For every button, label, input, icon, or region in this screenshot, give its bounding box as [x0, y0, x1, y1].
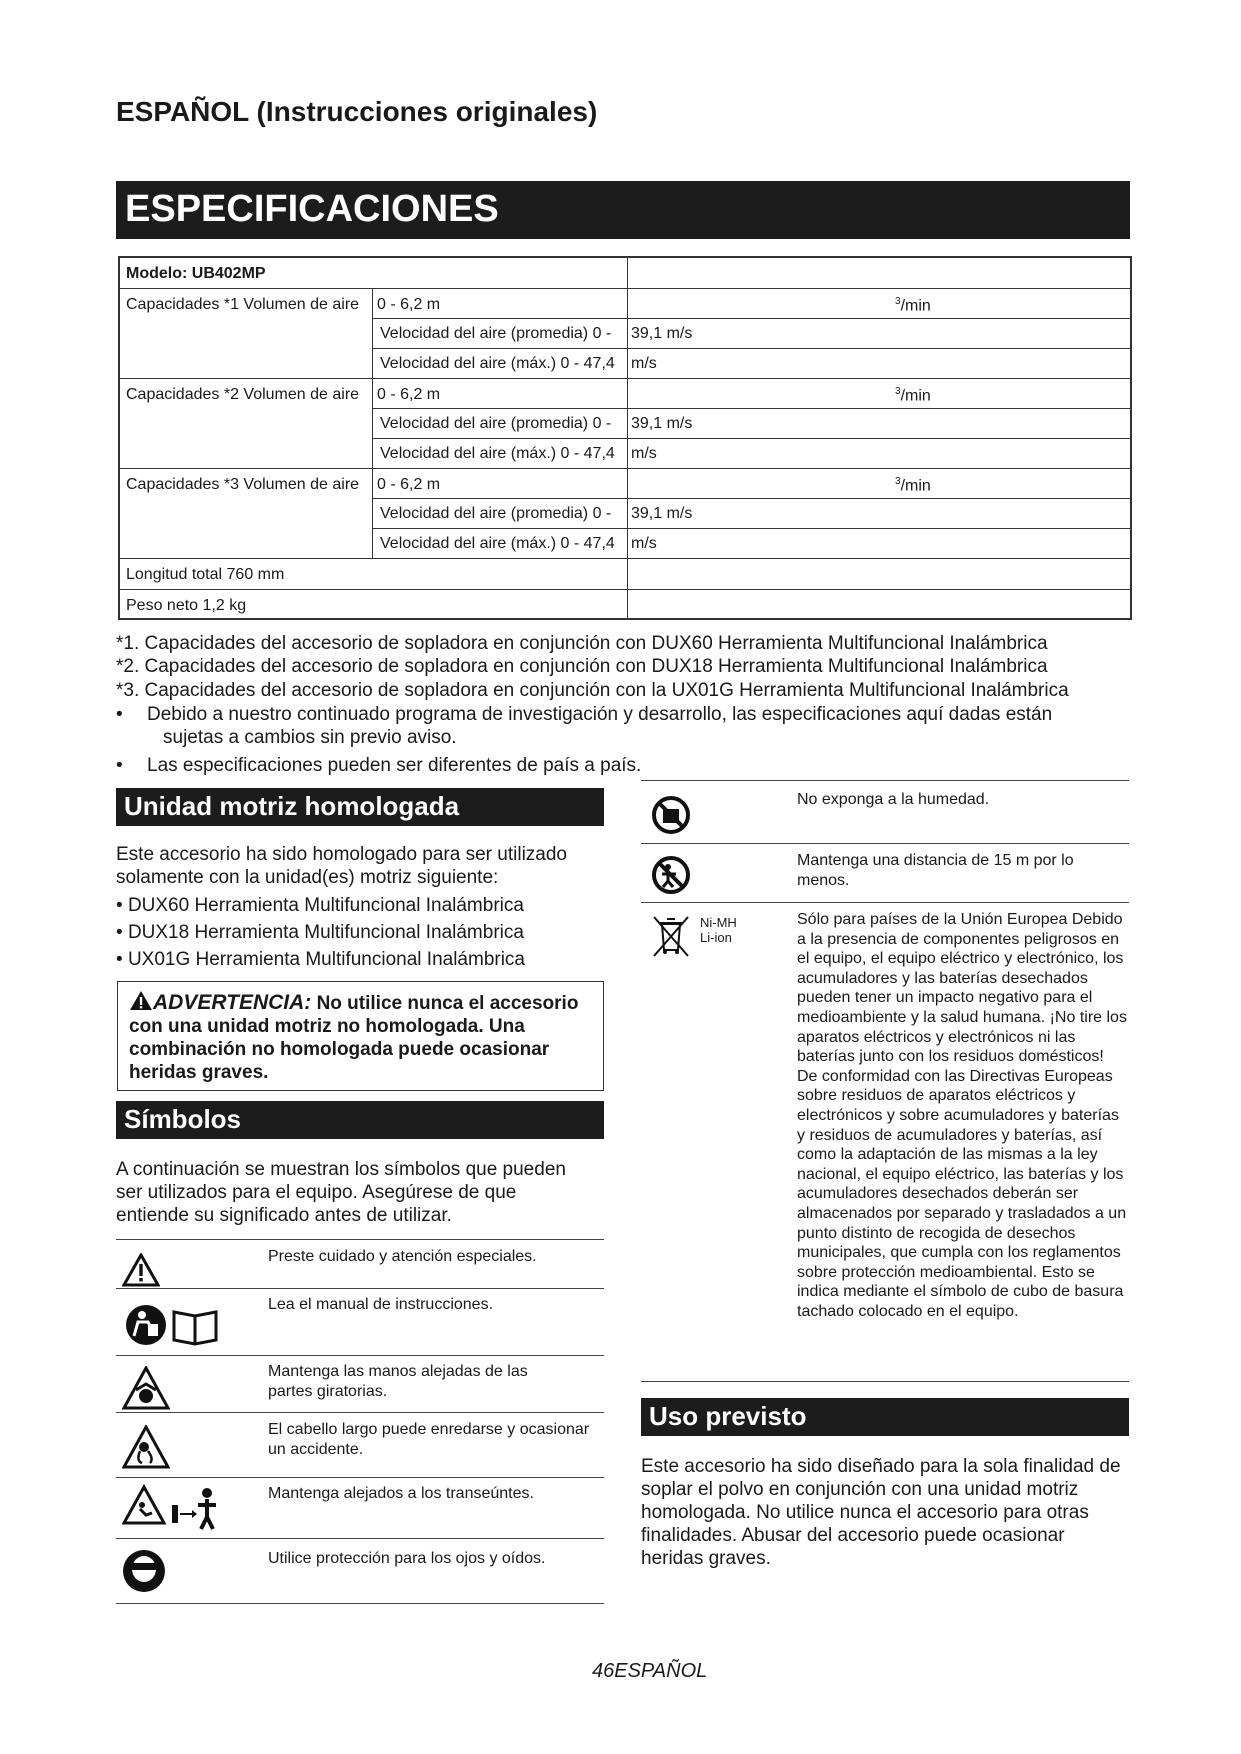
symbol-caution-text: Preste cuidado y atención especiales. [268, 1248, 537, 1265]
capacity-1-max-value: m/s [631, 355, 657, 372]
specifications-table [118, 256, 1132, 620]
capacity-1-avg-label: Velocidad del aire (promedia) 0 - [380, 325, 612, 342]
page-number: 46ESPAÑOL [592, 1660, 708, 1682]
capacity-3-volume: 0 - 6,2 m [377, 476, 441, 493]
capacity-1-volume: 0 - 6,2 m [377, 296, 441, 313]
power-unit-list [116, 894, 525, 975]
warning-text: No utilice nunca el accesorio con una unidad motriz no homologada. Una combinación no homologada puede ocasionar heridas graves. [129, 993, 579, 1083]
language-title: ESPAÑOL (Instrucciones originales) [116, 96, 598, 127]
note-bullet-1-line2: sujetas a cambios sin previo aviso. [163, 727, 457, 748]
footnote-3: *3. Capacidades del accesorio de sopladora en conjunción con la UX01G Herramienta Multifuncional Inalámbrica [116, 680, 1069, 701]
power-unit-intro: Este accesorio ha sido homologado para ser utilizado solamente con la unidad(es) motriz siguiente: [116, 844, 567, 888]
warning-heading: ADVERTENCIA: [153, 991, 312, 1014]
symbol-rotating-parts-text: Mantenga las manos alejadas de las partes giratorias. [268, 1363, 528, 1400]
model-label: Modelo: UB402MP [126, 265, 266, 282]
list-item: • DUX18 Herramienta Multifuncional Inalámbrica [116, 922, 524, 943]
caution-icon [122, 1253, 160, 1287]
keep-distance-icon [651, 855, 691, 895]
ni-mh-label: Ni-MH [700, 915, 737, 930]
capacity-3-avg-value: 39,1 m/s [631, 505, 693, 522]
intended-use-text: Este accesorio ha sido diseñado para la sola finalidad de soplar el polvo en conjunción con una unidad motriz homologada. No utilice nunca el accesorio para otras finalidades. Abusar del accesorio puede ocasionar heridas graves. [641, 1456, 1121, 1569]
symbol-read-manual-text: Lea el manual de instrucciones. [268, 1296, 494, 1313]
capacity-2-volume: 0 - 6,2 m [377, 386, 441, 403]
symbol-long-hair-text: El cabello largo puede enredarse y ocasionar un accidente. [268, 1421, 590, 1458]
no-moisture-icon [651, 795, 691, 835]
capacity-2-label: Capacidades *2 Volumen de aire [126, 386, 360, 403]
capacity-3-avg-label: Velocidad del aire (promedia) 0 - [380, 505, 612, 522]
eye-ear-protection-icon [122, 1549, 166, 1593]
capacity-2-avg-label: Velocidad del aire (promedia) 0 - [380, 415, 612, 432]
capacity-1-avg-value: 39,1 m/s [631, 325, 693, 342]
rotating-parts-icon [122, 1366, 170, 1410]
list-item: • DUX60 Herramienta Multifuncional Inalámbrica [116, 895, 524, 916]
footnote-2: *2. Capacidades del accesorio de sopladora en conjunción con DUX18 Herramienta Multifuncional Inalámbrica [116, 656, 1048, 677]
symbol-bystanders-text: Mantenga alejados a los transeúntes. [268, 1485, 534, 1502]
power-unit-heading: Unidad motriz homologada [116, 788, 604, 826]
bullet-dot: • [116, 755, 123, 776]
intended-use-heading: Uso previsto [641, 1398, 1129, 1436]
list-item: • UX01G Herramienta Multifuncional Inalámbrica [116, 949, 525, 970]
capacity-1-volume-unit: $^3$/min [895, 296, 931, 315]
read-manual-icon [124, 1302, 222, 1348]
symbol-eye-ear-text: Utilice protección para los ojos y oídos. [268, 1550, 546, 1567]
warning-box [117, 981, 604, 1091]
symbol-keep-distance-text: Mantenga una distancia de 15 m por lo menos. [797, 852, 1074, 889]
capacity-2-volume-unit: $^3$/min [895, 386, 931, 405]
capacity-3-max-value: m/s [631, 535, 657, 552]
total-length: Longitud total 760 mm [126, 566, 285, 583]
symbol-weee-text: Sólo para países de la Unión Europea Debido a la presencia de componentes peligrosos en el equipo, el equipo eléctrico y electrónico, los acumuladores y las baterías desechados pueden tener un impacto negativo para el medioambiente y la salud humana. ¡No tire los aparatos eléctricos y electrónicos ni las baterías junto con los residuos domésticos! De conformidad con las Directivas Europeas sobre residuos de aparatos eléctricos y electrónicos y sobre acumuladores y baterías y residuos de acumuladores y baterías, así como la adaptación de las mismas a la ley nacional, el equipo eléctrico, las baterías y los acumuladores desechados deberán ser almacenados por separado y trasladados a un punto distinto de recogida de desechos municipales, que cumpla con los reglamentos sobre protección medioambiental. Esto se indica mediante el símbolo de cubo de basura tachado colocado en el equipo. [797, 911, 1127, 1320]
capacity-3-label: Capacidades *3 Volumen de aire [126, 476, 360, 493]
capacity-1-label: Capacidades *1 Volumen de aire [126, 296, 360, 313]
capacity-1-max-label: Velocidad del aire (máx.) 0 - 47,4 [380, 355, 615, 372]
footnote-1: *1. Capacidades del accesorio de sopladora en conjunción con DUX60 Herramienta Multifuncional Inalámbrica [116, 633, 1048, 654]
capacity-3-volume-unit: $^3$/min [895, 476, 931, 495]
capacity-2-max-label: Velocidad del aire (máx.) 0 - 47,4 [380, 445, 615, 462]
capacity-2-avg-value: 39,1 m/s [631, 415, 693, 432]
long-hair-icon [122, 1425, 170, 1469]
symbol-no-moisture-text: No exponga a la humedad. [797, 791, 990, 808]
capacity-2-max-value: m/s [631, 445, 657, 462]
symbols-heading: Símbolos [116, 1101, 604, 1139]
note-bullet-1-line1: Debido a nuestro continuado programa de investigación y desarrollo, las especificaciones aquí dadas están [147, 704, 1053, 725]
bystanders-icon [122, 1483, 220, 1533]
note-bullet-2: Las especificaciones pueden ser diferentes de país a país. [147, 755, 642, 776]
specifications-heading: ESPECIFICACIONES [116, 181, 1130, 239]
symbols-intro: A continuación se muestran los símbolos que pueden ser utilizados para el equipo. Asegúrese de que entiende su significado antes de utilizar. [116, 1159, 566, 1226]
bullet-dot: • [116, 704, 123, 725]
warning-icon [129, 990, 153, 1011]
capacity-3-max-label: Velocidad del aire (máx.) 0 - 47,4 [380, 535, 615, 552]
net-weight: Peso neto 1,2 kg [126, 597, 247, 614]
crossed-bin-icon [651, 914, 691, 958]
li-ion-label: Li-ion [700, 930, 732, 945]
